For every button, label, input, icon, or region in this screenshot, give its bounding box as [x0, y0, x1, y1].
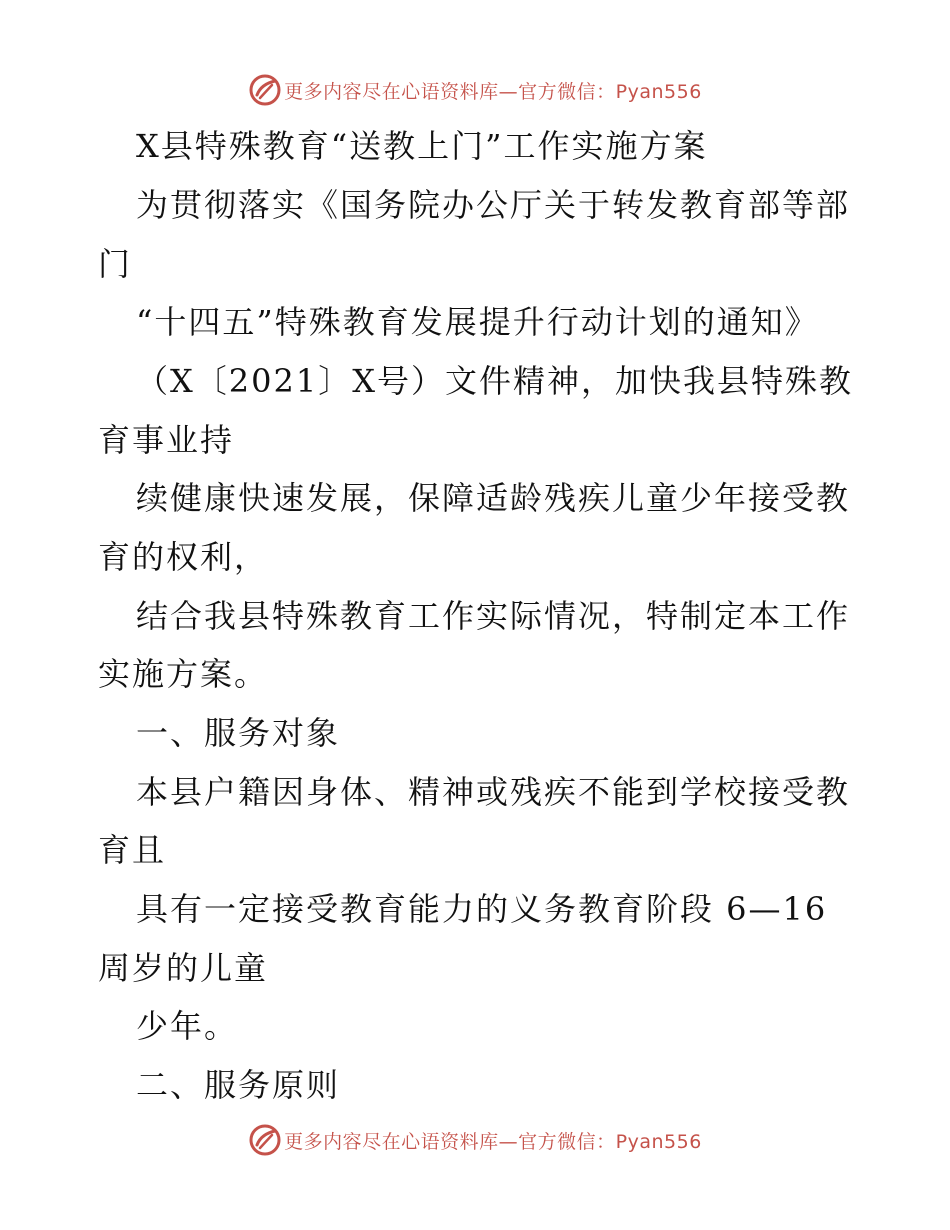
paragraph-line: 实施方案。: [98, 655, 269, 693]
paragraph-line: 少年。: [136, 1007, 239, 1045]
paragraph-line: 为贯彻落实《国务院办公厅关于转发教育部等部: [136, 186, 851, 224]
paragraph-line: “十四五”特殊教育发展提升行动计划的通知》: [136, 303, 819, 341]
seal-logo-icon: [248, 1123, 282, 1157]
paragraph-line: 续健康快速发展，保障适龄残疾儿童少年接受教: [136, 479, 851, 517]
paragraph-line: 门: [98, 245, 133, 283]
paragraph-line: 育事业持: [98, 421, 235, 459]
paragraph-line: 本县户籍因身体、精神或残疾不能到学校接受教: [136, 773, 851, 811]
paragraph-line: 育且: [98, 831, 167, 869]
paragraph-line: 结合我县特殊教育工作实际情况，特制定本工作: [136, 597, 851, 635]
watermark-text: 更多内容尽在心语资料库—官方微信：Pyan556: [284, 1130, 702, 1153]
section-heading: 二、服务原则: [136, 1066, 341, 1104]
paragraph-line: （X〔2021〕X号）文件精神，加快我县特殊教: [136, 362, 854, 400]
paragraph-line: 周岁的儿童: [98, 949, 269, 987]
paragraph-line: 育的权利，: [98, 538, 269, 576]
watermark-text: 更多内容尽在心语资料库—官方微信：Pyan556: [284, 80, 702, 103]
section-heading: 一、服务对象: [136, 714, 341, 752]
paragraph-line: 具有一定接受教育能力的义务教育阶段 6—16: [136, 890, 828, 928]
document-title: X县特殊教育“送教上门”工作实施方案: [136, 127, 708, 165]
watermark-banner-bottom: [0, 1120, 950, 1160]
